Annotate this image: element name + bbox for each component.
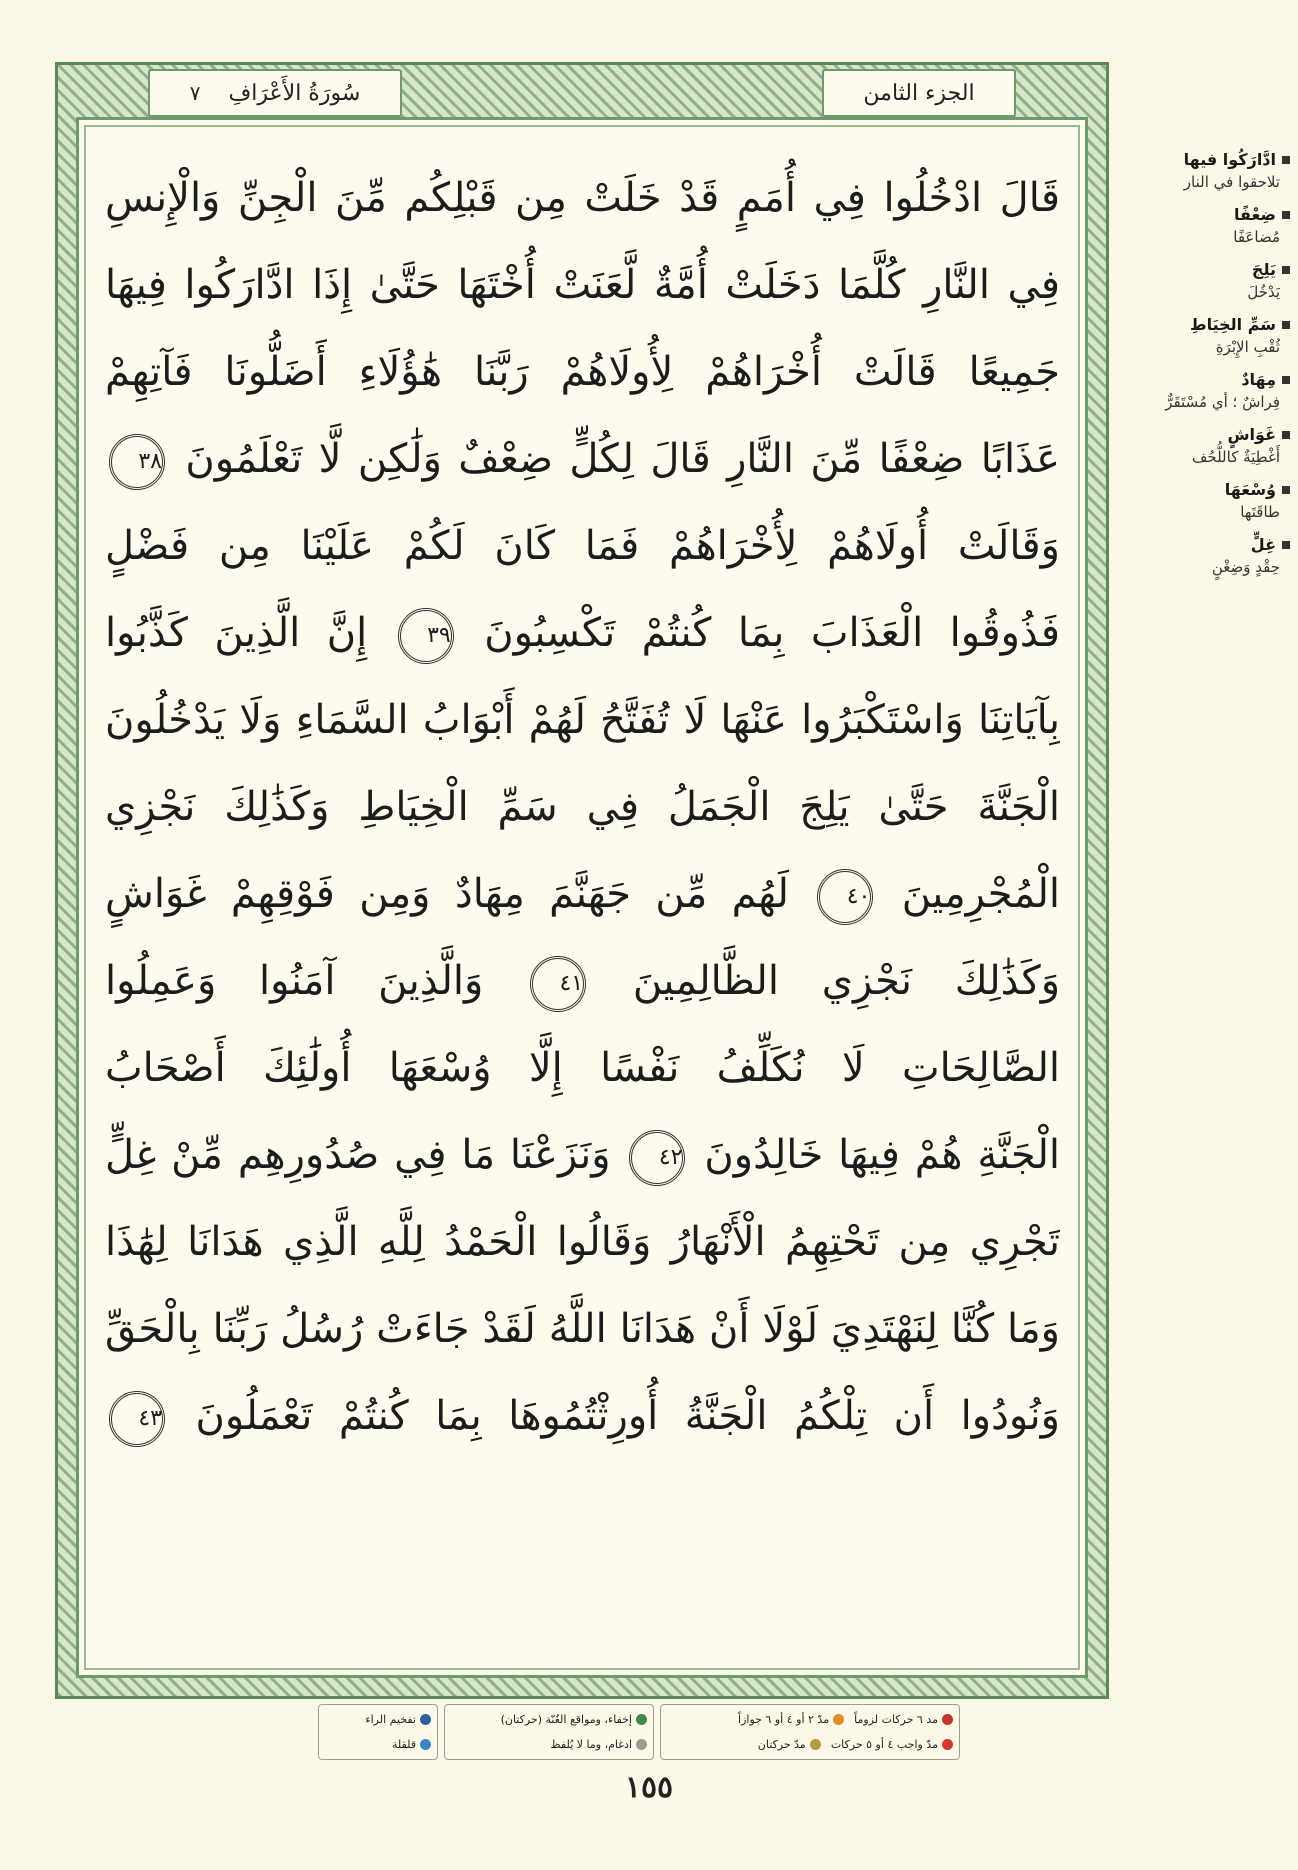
glossary-word: مِهَادٌ bbox=[1241, 370, 1276, 389]
ayah-marker: ٤١ bbox=[530, 956, 586, 1012]
color-dot-icon bbox=[833, 1714, 844, 1725]
bullet-icon bbox=[1282, 431, 1290, 439]
bullet-icon bbox=[1282, 266, 1290, 274]
ayah-marker: ٣٩ bbox=[398, 608, 454, 664]
verse-line: وَنُودُوا أَن تِلْكُمُ الْجَنَّةُ أُورِثْتُمُوهَا بِمَا كُنتُمْ تَعْمَلُونَ ٤٣ bbox=[105, 1373, 1060, 1460]
verse-line: فِي النَّارِ كُلَّمَا دَخَلَتْ أُمَّةٌ لَّعَنَتْ أُخْتَهَا حَتَّىٰ إِذَا ادَّارَكُوا فِيهَا bbox=[105, 262, 1060, 308]
glossary-word: غِلٍّ bbox=[1250, 535, 1276, 554]
surah-header bbox=[148, 69, 402, 117]
color-dot-icon bbox=[636, 1714, 647, 1725]
bullet-icon bbox=[1282, 211, 1290, 219]
verse-block bbox=[105, 155, 1060, 1460]
bullet-icon bbox=[1282, 156, 1290, 164]
glossary-item bbox=[1120, 260, 1290, 301]
ayah-marker: ٤٠ bbox=[817, 869, 873, 925]
glossary-meaning: حِقْدٍ وَضِغْنٍ bbox=[1211, 558, 1280, 576]
glossary-meaning: أَغْطِيَةٌ كاللُّحُف bbox=[1191, 448, 1280, 466]
verse-line: وَمَا كُنَّا لِنَهْتَدِيَ لَوْلَا أَنْ هَدَانَا اللَّهُ لَقَدْ جَاءَتْ رُسُلُ رَبِّنَا بِالْحَقِّ bbox=[105, 1306, 1060, 1352]
verse-line: الْمُجْرِمِينَ ٤٠ لَهُم مِّن جَهَنَّمَ مِهَادٌ وَمِن فَوْقِهِمْ غَوَاشٍ bbox=[105, 851, 1060, 938]
glossary-word: سَمِّ الخِيَاطِ bbox=[1189, 315, 1276, 334]
juz-header bbox=[822, 69, 1016, 117]
glossary-item bbox=[1120, 425, 1290, 466]
color-dot-icon bbox=[810, 1739, 821, 1750]
color-dot-icon bbox=[420, 1714, 431, 1725]
color-dot-icon bbox=[636, 1739, 647, 1750]
bullet-icon bbox=[1282, 376, 1290, 384]
color-dot-icon bbox=[942, 1714, 953, 1725]
glossary-meaning: طاقَتَها bbox=[1240, 503, 1280, 521]
glossary-meaning: فِراشٌ ؛ أي مُسْتَقَرٌّ bbox=[1165, 393, 1280, 411]
verse-line: تَجْرِي مِن تَحْتِهِمُ الْأَنْهَارُ وَقَالُوا الْحَمْدُ لِلَّهِ الَّذِي هَدَانَا لِهَٰذَا bbox=[105, 1219, 1060, 1265]
verse-line: الصَّالِحَاتِ لَا نُكَلِّفُ نَفْسًا إِلَّا وُسْعَهَا أُولَٰئِكَ أَصْحَابُ bbox=[105, 1045, 1060, 1091]
verse-line: جَمِيعًا قَالَتْ أُخْرَاهُمْ لِأُولَاهُمْ رَبَّنَا هَٰؤُلَاءِ أَضَلُّونَا فَآتِهِمْ bbox=[105, 349, 1060, 395]
glossary-meaning: تلاحقوا في النار bbox=[1183, 173, 1280, 191]
color-dot-icon bbox=[420, 1739, 431, 1750]
bullet-icon bbox=[1282, 541, 1290, 549]
glossary-item bbox=[1120, 370, 1290, 411]
glossary-word: وُسْعَهَا bbox=[1224, 480, 1276, 499]
glossary-item bbox=[1120, 480, 1290, 521]
surah-name: سُورَةُ الأَعْرَافِ bbox=[228, 80, 361, 106]
verse-line: قَالَ ادْخُلُوا فِي أُمَمٍ قَدْ خَلَتْ مِن قَبْلِكُم مِّنَ الْجِنِّ وَالْإِنسِ bbox=[105, 175, 1060, 221]
glossary-meaning: مُضاعَفًا bbox=[1233, 228, 1280, 246]
verse-line: الْجَنَّةِ هُمْ فِيهَا خَالِدُونَ ٤٢ وَنَزَعْنَا مَا فِي صُدُورِهِم مِّنْ غِلٍّ bbox=[105, 1112, 1060, 1199]
juz-name: الجزء الثامن bbox=[863, 80, 975, 106]
legend-box-madd: مد ٦ حركات لزوماً مدّ ٢ أو ٤ أو ٦ جوازاً مدّ واجب ٤ أو ٥ حركات مدّ حركتان bbox=[660, 1704, 960, 1760]
glossary-item bbox=[1120, 535, 1290, 576]
glossary-sidebar bbox=[1120, 150, 1290, 590]
verse-line: بِآيَاتِنَا وَاسْتَكْبَرُوا عَنْهَا لَا تُفَتَّحُ لَهُمْ أَبْوَابُ السَّمَاءِ وَلَا يَدْخُلُونَ bbox=[105, 697, 1060, 743]
page-number: ١٥٥ bbox=[624, 1770, 674, 1805]
bullet-icon bbox=[1282, 486, 1290, 494]
verse-line: الْجَنَّةَ حَتَّىٰ يَلِجَ الْجَمَلُ فِي سَمِّ الْخِيَاطِ وَكَذَٰلِكَ نَجْزِي bbox=[105, 784, 1060, 830]
ayah-marker: ٣٨ bbox=[109, 434, 165, 490]
legend-box-ghunna: إخفاء، ومواقع الغُنّة (حركتان) ادغام، وما لا يُلفظ bbox=[444, 1704, 654, 1760]
verse-line: فَذُوقُوا الْعَذَابَ بِمَا كُنتُمْ تَكْسِبُونَ ٣٩ إِنَّ الَّذِينَ كَذَّبُوا bbox=[105, 590, 1060, 677]
legend-box-tafkheem: تفخيم الراء قلقلة bbox=[318, 1704, 438, 1760]
glossary-item bbox=[1120, 205, 1290, 246]
glossary-meaning: يَدْخُلَ bbox=[1247, 283, 1280, 301]
glossary-word: غَوَاشٍ bbox=[1227, 425, 1276, 444]
ayah-marker: ٤٣ bbox=[109, 1391, 165, 1447]
bullet-icon bbox=[1282, 321, 1290, 329]
verse-line: وَكَذَٰلِكَ نَجْزِي الظَّالِمِينَ ٤١ وَالَّذِينَ آمَنُوا وَعَمِلُوا bbox=[105, 938, 1060, 1025]
ayah-marker: ٤٢ bbox=[629, 1130, 685, 1186]
glossary-word: يَلِجَ bbox=[1251, 260, 1276, 279]
verse-line: وَقَالَتْ أُولَاهُمْ لِأُخْرَاهُمْ فَمَا كَانَ لَكُمْ عَلَيْنَا مِن فَضْلٍ bbox=[105, 523, 1060, 569]
glossary-item bbox=[1120, 315, 1290, 356]
glossary-word: ضِعْفًا bbox=[1233, 205, 1276, 224]
verse-line: عَذَابًا ضِعْفًا مِّنَ النَّارِ قَالَ لِكُلٍّ ضِعْفٌ وَلَٰكِن لَّا تَعْلَمُونَ ٣٨ bbox=[105, 416, 1060, 503]
color-dot-icon bbox=[942, 1739, 953, 1750]
glossary-meaning: ثُقْبِ الإِبْرَةِ bbox=[1215, 338, 1280, 356]
tajweed-legend bbox=[200, 1704, 960, 1760]
glossary-item bbox=[1120, 150, 1290, 191]
glossary-word: ادَّارَكُوا فيها bbox=[1183, 150, 1276, 169]
surah-number: ٧ bbox=[189, 81, 201, 105]
